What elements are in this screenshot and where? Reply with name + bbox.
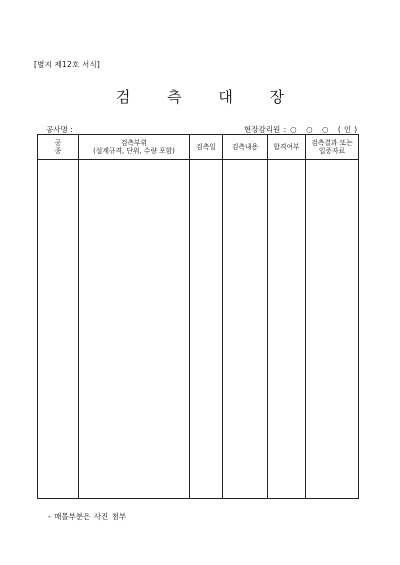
- column-header-pass-status: 합격여부: [268, 135, 306, 160]
- footnote: - 매몰부분은 사진 첨부: [48, 512, 127, 521]
- column-header-inspection-content: 검측내용: [223, 135, 268, 160]
- column-header-inspection-area: 검측부위 (설계규격, 단위, 수량 포함): [79, 135, 190, 160]
- cell-result-evidence[interactable]: [306, 160, 359, 499]
- column-header-inspection-date: 검측일: [190, 135, 223, 160]
- table-header-row: [38, 135, 359, 160]
- site-supervisor-label: 현장감리원 :: [244, 125, 287, 134]
- cell-inspection-area[interactable]: [79, 160, 190, 499]
- form-number-label: [별지 제12호 서식]: [34, 60, 101, 69]
- document-title: 검 측 대 장: [115, 88, 301, 106]
- site-supervisor-signature: ○ ○ ○ (인): [290, 125, 361, 134]
- cell-inspection-date[interactable]: [190, 160, 223, 499]
- cell-inspection-content[interactable]: [223, 160, 268, 499]
- project-name-label: 공사명 :: [46, 125, 73, 134]
- cell-pass-status[interactable]: [268, 160, 306, 499]
- inspection-ledger-table: [37, 134, 359, 499]
- column-header-result-evidence: 검측결과 또는 입증자료: [306, 135, 359, 160]
- column-header-work-type: 공 종: [38, 135, 79, 160]
- table-row: [38, 160, 359, 499]
- cell-work-type[interactable]: [38, 160, 79, 499]
